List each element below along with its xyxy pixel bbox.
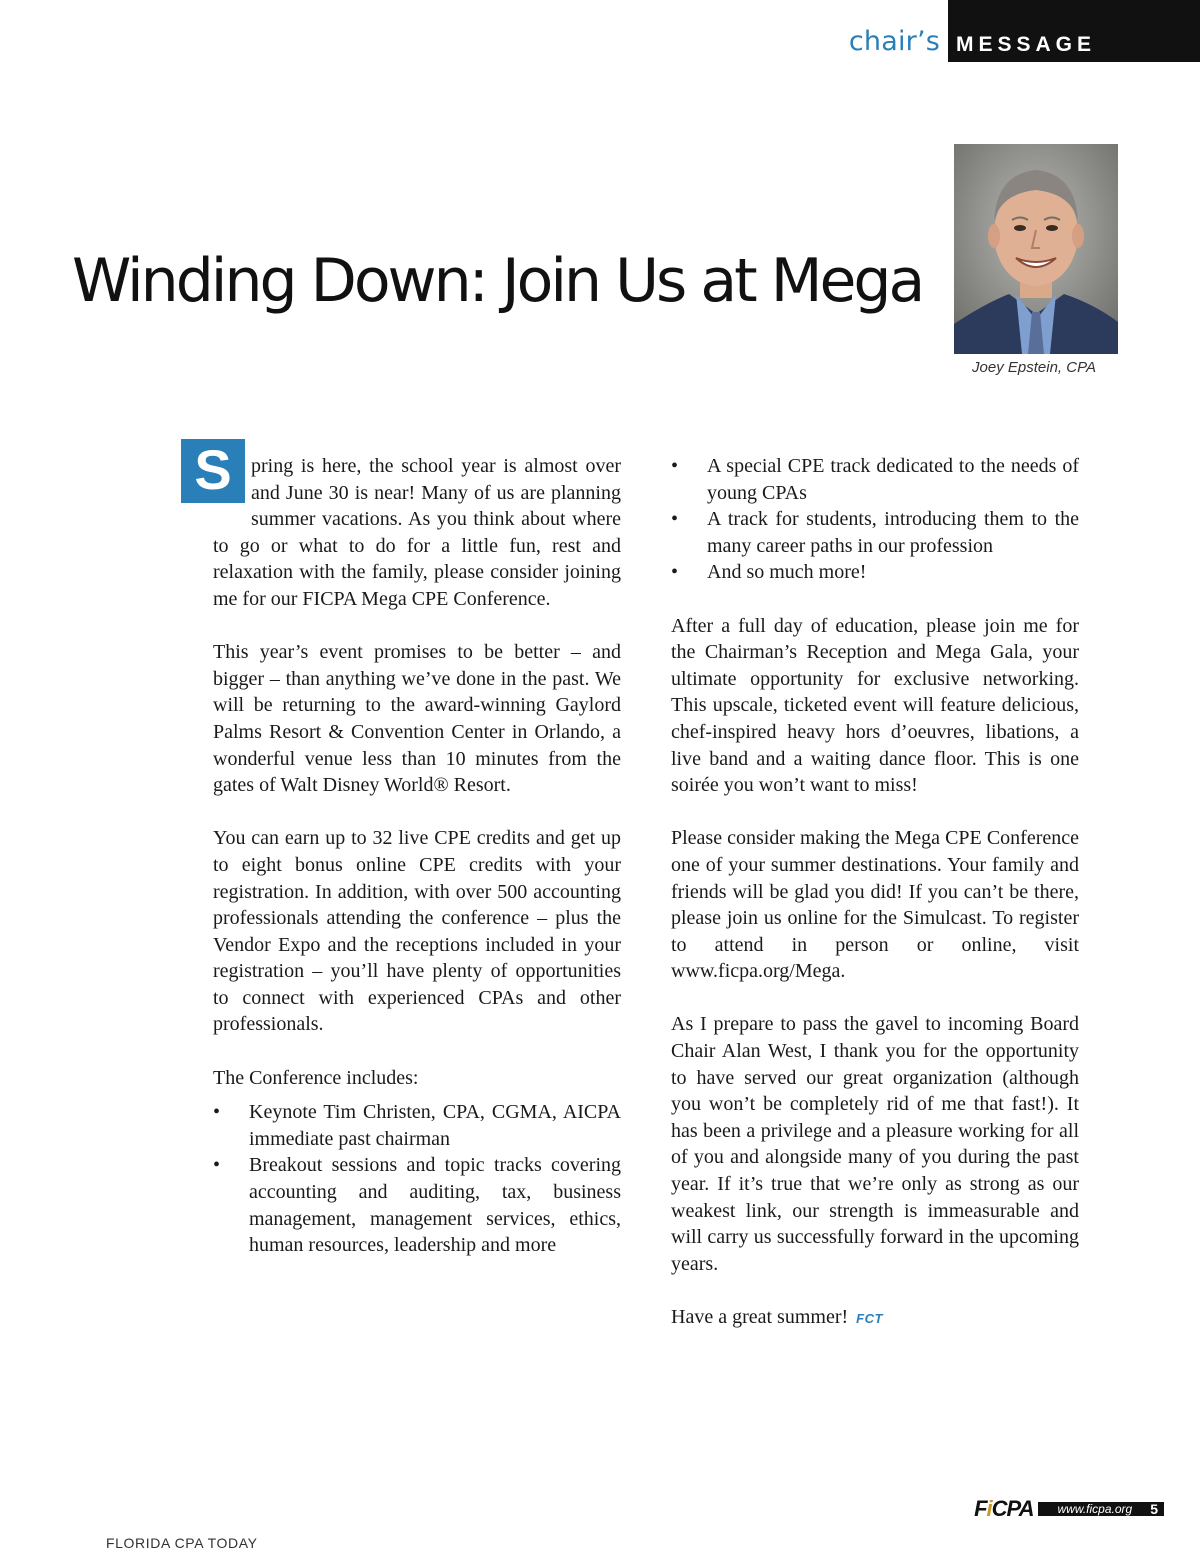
section-label: MESSAGE <box>948 0 1200 62</box>
paragraph-credits: You can earn up to 32 live CPE credits and get up to eight bonus online CPE credits with your registration. In addition, with over 500 accounting professionals attending the conference – plus the Vendor Expo and the receptions included in your registration – you’ll have plenty of opportunities to connect with experienced CPAs and other professionals. <box>213 827 621 1036</box>
author-portrait-image <box>954 144 1118 354</box>
end-mark: FCT <box>856 1311 883 1326</box>
footer-brand <box>974 1497 1164 1521</box>
logo-i: i <box>986 1496 992 1521</box>
intro-paragraph <box>194 438 621 613</box>
paragraph-gala: After a full day of education, please join me for the Chairman’s Reception and Mega Gala, your ultimate opportunity for exclusive networking. This upscale, ticketed event will feature delicious, chef-inspired heavy hors d’oeuvres, libations, a live band and a waiting dance floor. This is one soirée you won’t want to miss! <box>671 614 1079 797</box>
footer-bar <box>1038 1502 1165 1516</box>
list-item: • Keynote Tim Christen, CPA, CGMA, AICPA immediate past chairman <box>213 1099 621 1152</box>
author-caption: Joey Epstein, CPA <box>972 359 1096 376</box>
closing-line <box>671 1304 1079 1333</box>
headline: Winding Down: Join Us at Mega <box>72 246 923 316</box>
author-photo <box>954 144 1118 354</box>
footer-url[interactable]: www.ficpa.org <box>1057 1502 1133 1516</box>
logo-f: F <box>974 1496 987 1521</box>
paragraph-event: This year’s event promises to be better – and bigger – than anything we’ve done in the past. We will be returning to the award-winning Gaylord Palms Resort & Convention Center in Orlando, a wonderful venue less than 10 minutes from the gates of Walt Disney World® Resort. <box>213 641 621 797</box>
section-tag <box>849 0 1200 62</box>
list-item: • A special CPE track dedicated to the needs of young CPAs <box>671 453 1079 506</box>
paragraph-includes: The Conference includes: <box>213 1066 419 1089</box>
conference-list-continued <box>671 453 1079 586</box>
paragraph-farewell: As I prepare to pass the gavel to incoming Board Chair Alan West, I thank you for the opportunity to have served our great organization (although you won’t be completely rid of me that fast!). It has been a privilege and a pleasure working for all of you and alongside many of you during the past year. If it’s true that we’re only as strong as our weakest link, our strength is immeasurable and will carry us successfully forward in the upcoming years. <box>671 1013 1079 1275</box>
left-column <box>194 438 621 1285</box>
ficpa-logo <box>974 1496 1033 1522</box>
list-item: • And so much more! <box>671 559 1079 586</box>
right-column <box>671 453 1079 1359</box>
publication-name: FLORIDA CPA TODAY <box>106 1535 258 1551</box>
page-number: 5 <box>1150 1501 1158 1517</box>
section-prefix: chair’s <box>848 26 940 57</box>
paragraph-register: Please consider making the Mega CPE Conference one of your summer destinations. Your family and friends will be glad you did! If you can’t be there, please join us online for the Simulcast. To register to attend in person or online, visit www.ficpa.org/Mega. <box>671 827 1079 983</box>
list-item: • Breakout sessions and topic tracks covering accounting and auditing, tax, business management, management services, ethics, human resources, leadership and more <box>213 1152 621 1258</box>
drop-cap: S <box>181 439 245 503</box>
closing-text: Have a great summer! <box>671 1306 849 1328</box>
list-item: • A track for students, introducing them to the many career paths in our profession <box>671 506 1079 559</box>
conference-list <box>213 1099 621 1259</box>
intro-text: pring is here, the school year is almost over and June 30 is near! Many of us are planning summer vacations. As you think about where to go or what to do for a little fun, rest and relaxation with the family, please consider joining me for our FICPA Mega CPE Conference. <box>213 455 621 610</box>
logo-cpa: CPA <box>991 1496 1034 1521</box>
